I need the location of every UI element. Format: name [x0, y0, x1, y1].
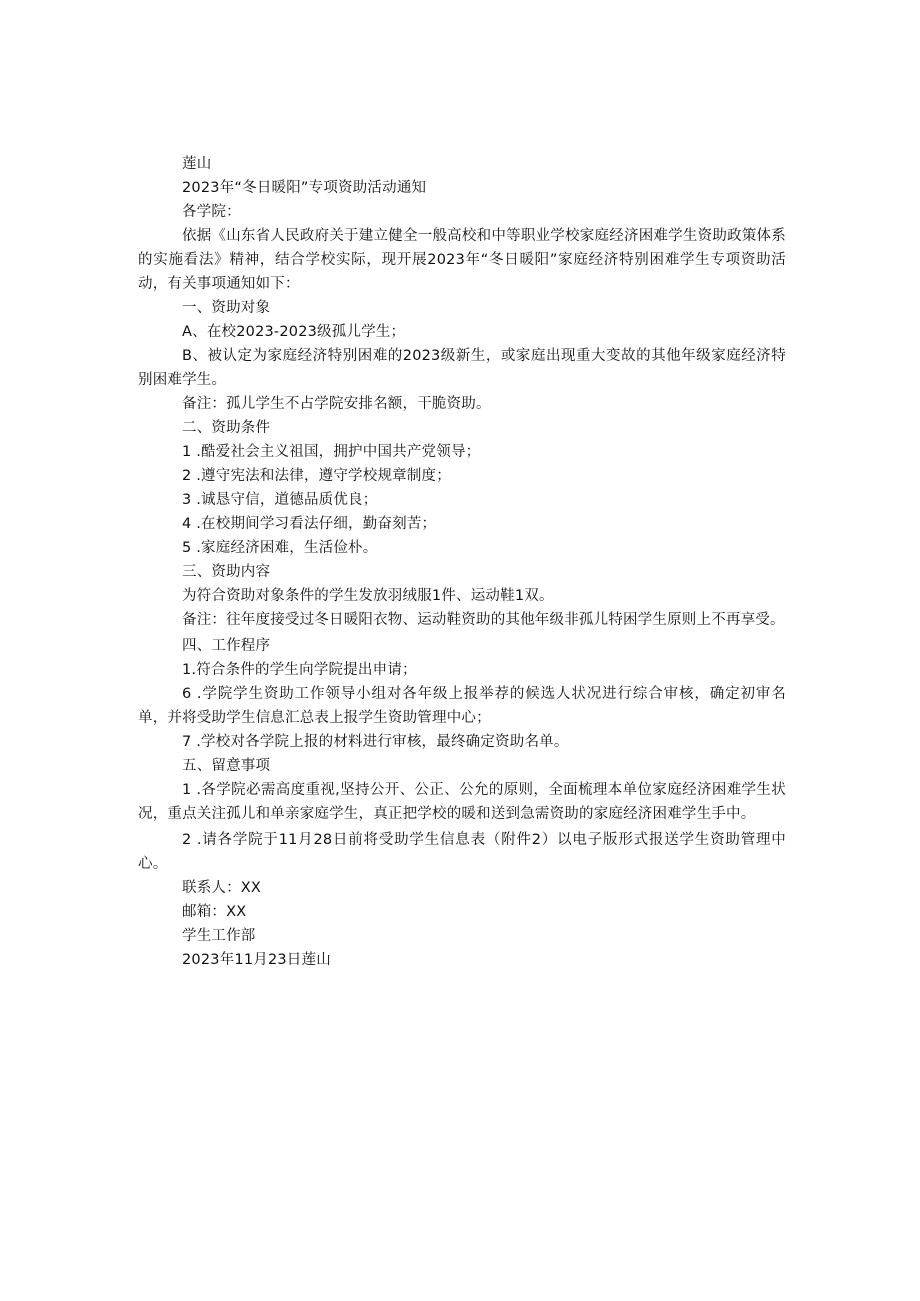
list-item: A、在校2023-2023级孤儿学生；	[182, 324, 406, 340]
list-item: 6 .学院学生资助工作领导小组对各年级上报举荐的候选人状况进行综合审核，确定初审名单，并将受助学生信息汇总表上报学生资助管理中心；	[138, 686, 786, 726]
section-heading-targets: 一、资助对象	[182, 300, 271, 316]
section-heading-content: 三、资助内容	[182, 564, 271, 580]
list-item: B、被认定为家庭经济特别困难的2023级新生，或家庭出现重大变故的其他年级家庭经济特别困难学生。	[138, 348, 786, 388]
section-note: 备注：孤儿学生不占学院安排名额，干脆资助。	[182, 396, 491, 412]
section-heading-procedure: 四、工作程序	[182, 638, 271, 654]
contact-person: 联系人：XX	[182, 880, 262, 896]
document-title: 2023年“冬日暖阳”专项资助活动通知	[182, 180, 427, 196]
list-item: 2 .遵守宪法和法律，遵守学校规章制度；	[182, 468, 451, 484]
issuing-department: 学生工作部	[182, 928, 256, 944]
list-item: 1.符合条件的学生向学院提出申请；	[182, 662, 417, 678]
list-item: 4 .在校期间学习看法仔细，勤奋刻苦；	[182, 516, 437, 532]
list-item: 3 .诚恳守信，道德品质优良；	[182, 492, 378, 508]
intro-paragraph: 依据《山东省人民政府关于建立健全一般高校和中等职业学校家庭经济困难学生资助政策体系的实施看法》精神，结合学校实际，现开展2023年“冬日暖阳”家庭经济特别困难学生专项资助活动，有关事项通知如下：	[138, 228, 786, 292]
section-heading-notices: 五、留意事项	[182, 758, 271, 774]
contact-email: 邮箱：XX	[182, 904, 247, 920]
list-item: 1 .酷爱社会主义祖国，拥护中国共产党领导；	[182, 444, 481, 460]
section-note: 备注：往年度接受过冬日暖阳衣物、运动鞋资助的其他年级非孤儿特困学生原则上不再享受。	[182, 612, 785, 628]
issue-date: 2023年11月23日莲山	[182, 952, 331, 968]
list-item: 7 .学校对各学院上报的材料进行审核，最终确定资助名单。	[182, 734, 569, 750]
document-header: 莲山	[182, 156, 212, 172]
list-item: 1 .各学院必需高度重视,坚持公开、公正、公允的原则，全面梳理本单位家庭经济困难学生状况，重点关注孤儿和单亲家庭学生，真正把学校的暖和送到急需资助的家庭经济困难学生手中。	[138, 782, 786, 822]
section-text: 为符合资助对象条件的学生发放羽绒服1件、运动鞋1双。	[182, 588, 554, 604]
list-item: 2 .请各学院于11月28日前将受助学生信息表（附件2）以电子版形式报送学生资助管理中心。	[138, 832, 786, 872]
list-item: 5 .家庭经济困难，生活俭朴。	[182, 540, 378, 556]
section-heading-conditions: 二、资助条件	[182, 420, 271, 436]
document-body	[138, 152, 786, 972]
salutation: 各学院：	[182, 204, 241, 220]
